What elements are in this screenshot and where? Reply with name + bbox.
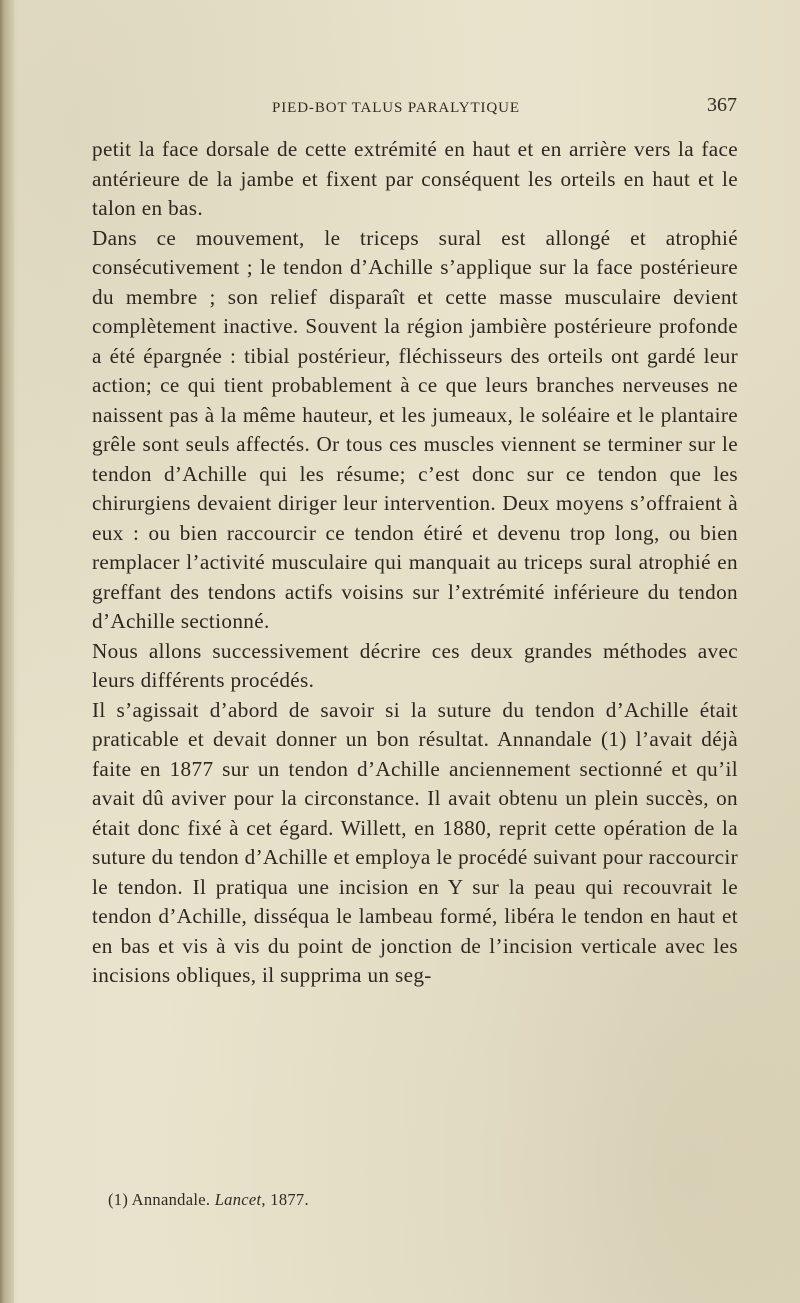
footnote-marker: (1) [108, 1190, 129, 1209]
footnote-author: Annandale. [131, 1190, 211, 1209]
running-header [90, 94, 737, 120]
footnote-journal: Lancet, [214, 1190, 266, 1209]
page-number: 367 [707, 94, 737, 116]
paragraph-2: Dans ce mouvement, le triceps sural est allongé et atrophié consécutivement ; le tendon d’Achille s’applique sur la face postérieure du membre ; son relief disparaît et cette masse musculaire devient complètement inactive. Souvent la région jambière postérieure profonde a été épargnée : tibial postérieur, fléchisseurs des orteils ont gardé leur action; ce qui tient probablement à ce que leurs branches nerveuses ne naissent pas à la même hauteur, et les jumeaux, le soléaire et le plantaire grêle sont seuls affectés. Or tous ces muscles viennent se terminer sur le tendon d’Achille qui les résume; c’est donc sur ce tendon que les chirurgiens devaient diriger leur intervention. Deux moyens s’offraient à eux : ou bien raccourcir ce tendon étiré et devenu trop long, ou bien remplacer l’activité musculaire qui manquait au triceps sural atrophié en greffant des tendons actifs voisins sur l’extrémité inférieure du tendon d’Achille sectionné. [92, 225, 738, 633]
footnote [108, 1190, 309, 1210]
body-text [92, 135, 738, 991]
footnote-year: 1877. [270, 1190, 309, 1209]
paragraph-4: Il s’agissait d’abord de savoir si la suture du tendon d’Achille était praticable et devait donner un bon résultat. Annandale (1) l’avait déjà faite en 1877 sur un tendon d’Achille anciennement sectionné et qu’il avait dû aviver pour la circonstance. Il avait obtenu un plein succès, on était donc fixé à cet égard. Willett, en 1880, reprit cette opération de la suture du tendon d’Achille et employa le procédé suivant pour raccourcir le tendon. Il pratiqua une incision en Y sur la peau qui recouvrait le tendon d’Achille, disséqua le lambeau formé, libéra le tendon en haut et en bas et vis à vis du point de jonction de l’incision verticale avec les incisions obliques, il supprima un seg- [92, 697, 738, 987]
paragraph-3: Nous allons successivement décrire ces deux grandes méthodes avec leurs différents procédés. [92, 638, 738, 692]
paragraph-1: petit la face dorsale de cette extrémité en haut et en arrière vers la face antérieure de la jambe et fixent par conséquent les orteils en haut et le talon en bas. [92, 137, 738, 220]
running-title: PIED-BOT TALUS PARALYTIQUE [272, 100, 520, 116]
page-binding-edge [0, 0, 14, 1303]
